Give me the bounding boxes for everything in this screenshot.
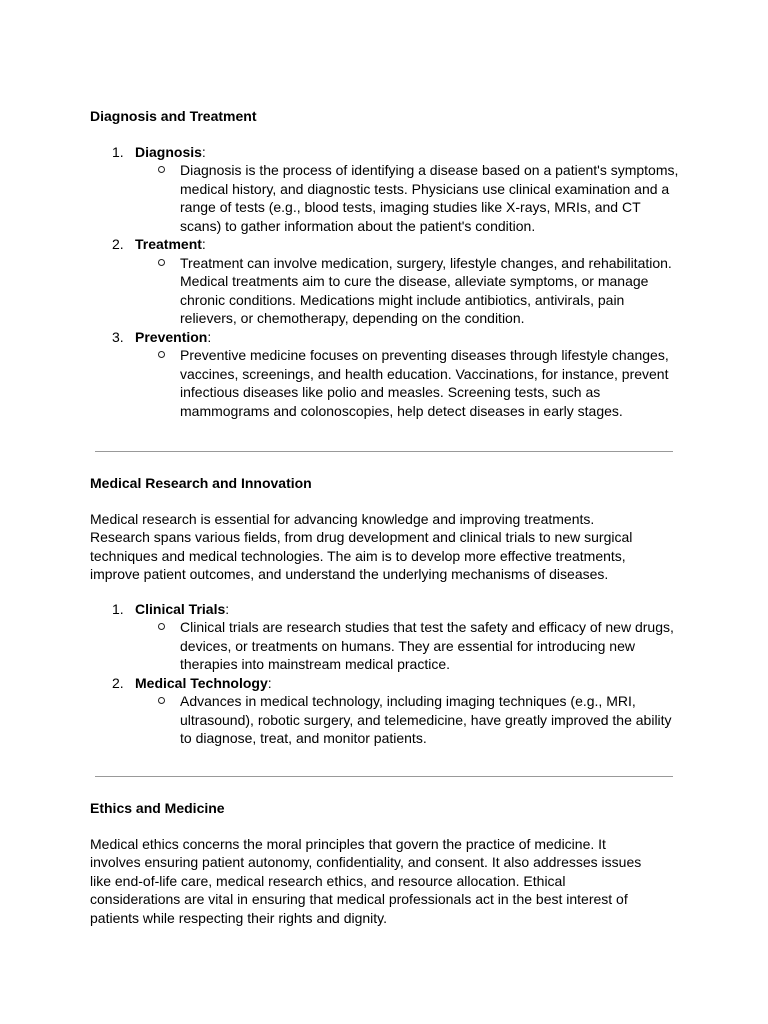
sub-list	[135, 161, 680, 235]
section-ethics-medicine	[90, 799, 680, 927]
item-colon: :	[201, 236, 206, 252]
item-colon: :	[201, 143, 206, 160]
list-item	[90, 328, 680, 421]
section-heading: Medical Research and Innovation	[90, 475, 312, 491]
list-item	[90, 600, 680, 674]
sub-item-text: Preventive medicine focuses on preventing diseases through lifestyle changes, vaccines, screenings, and health education. Vaccinations, for instance, prevent infectious diseases like polio and measles. Screening tests, such as mammograms and colonoscopies, help detect diseases in early stages.	[180, 347, 669, 419]
sub-item	[135, 618, 680, 674]
section-diagnosis-treatment	[90, 107, 680, 420]
horizontal-divider	[95, 451, 673, 452]
sub-item-text: Clinical trials are research studies that test the safety and efficacy of new drugs, devices, or treatments on humans. They are essential for introducing new therapies into mainstream medical practice.	[180, 619, 674, 672]
item-title: Medical Technology	[135, 674, 268, 691]
numbered-list	[90, 600, 680, 748]
sub-list	[135, 254, 680, 328]
sub-item-text: Diagnosis is the process of identifying a disease based on a patient's symptoms, medical history, and diagnostic tests. Physicians use clinical examination and a range of tests (e.g., blood tests, imaging studies like X-rays, MRIs, and CT scans) to gather information about the patient's condition.	[180, 162, 679, 234]
list-number: 3.	[112, 328, 124, 345]
horizontal-divider	[95, 776, 673, 777]
sub-list	[135, 692, 680, 748]
section-heading: Diagnosis and Treatment	[90, 108, 257, 124]
section-heading: Ethics and Medicine	[90, 800, 225, 816]
circle-bullet-icon	[158, 166, 165, 173]
numbered-list	[90, 143, 680, 421]
circle-bullet-icon	[158, 697, 165, 704]
list-number: 1.	[112, 143, 124, 160]
item-title: Prevention	[135, 328, 208, 345]
item-title: Clinical Trials	[135, 600, 226, 617]
section-research-innovation	[90, 474, 680, 748]
list-number: 2.	[112, 236, 124, 252]
item-colon: :	[207, 328, 212, 345]
section-body: Medical ethics concerns the moral principles that govern the practice of medicine. It involves ensuring patient autonomy, confidentiality, and consent. It also addresses issues like end-of-life care, medical research ethics, and resource allocation. Ethical considerations are vital in ensuring that medical professionals act in the best interest of patients while respecting their rights and dignity.	[90, 835, 642, 926]
sub-list	[135, 346, 680, 420]
list-number: 1.	[112, 600, 124, 617]
section-intro: Medical research is essential for advancing knowledge and improving treatments. Research spans various fields, from drug development and clinical trials to new surgical techniques and medical technologies. The aim is to develop more effective treatments, improve patient outcomes, and understand the underlying mechanisms of diseases.	[90, 510, 633, 582]
item-colon: :	[267, 674, 272, 691]
sub-item-text: Advances in medical technology, including imaging techniques (e.g., MRI, ultrasound), robotic surgery, and telemedicine, have greatly improved the ability to diagnose, treat, and monitor patients.	[180, 693, 672, 746]
list-item	[90, 674, 680, 748]
circle-bullet-icon	[158, 259, 165, 266]
list-number: 2.	[112, 674, 124, 691]
sub-list	[135, 618, 680, 674]
sub-item	[135, 346, 680, 420]
sub-item	[135, 161, 680, 235]
sub-item	[135, 692, 680, 748]
sub-item-text: Treatment can involve medication, surgery, lifestyle changes, and rehabilitation. Medical treatments aim to cure the disease, alleviate symptoms, or manage chronic conditions. Medications might include antibiotics, antivirals, pain relievers, or chemotherapy, depending on the condition.	[180, 254, 672, 326]
item-title: Treatment	[135, 236, 202, 252]
item-title: Diagnosis	[135, 143, 202, 160]
circle-bullet-icon	[158, 623, 165, 630]
list-item	[90, 143, 680, 236]
circle-bullet-icon	[158, 351, 165, 358]
sub-item	[135, 254, 680, 328]
item-colon: :	[225, 600, 230, 617]
list-item	[90, 235, 680, 328]
